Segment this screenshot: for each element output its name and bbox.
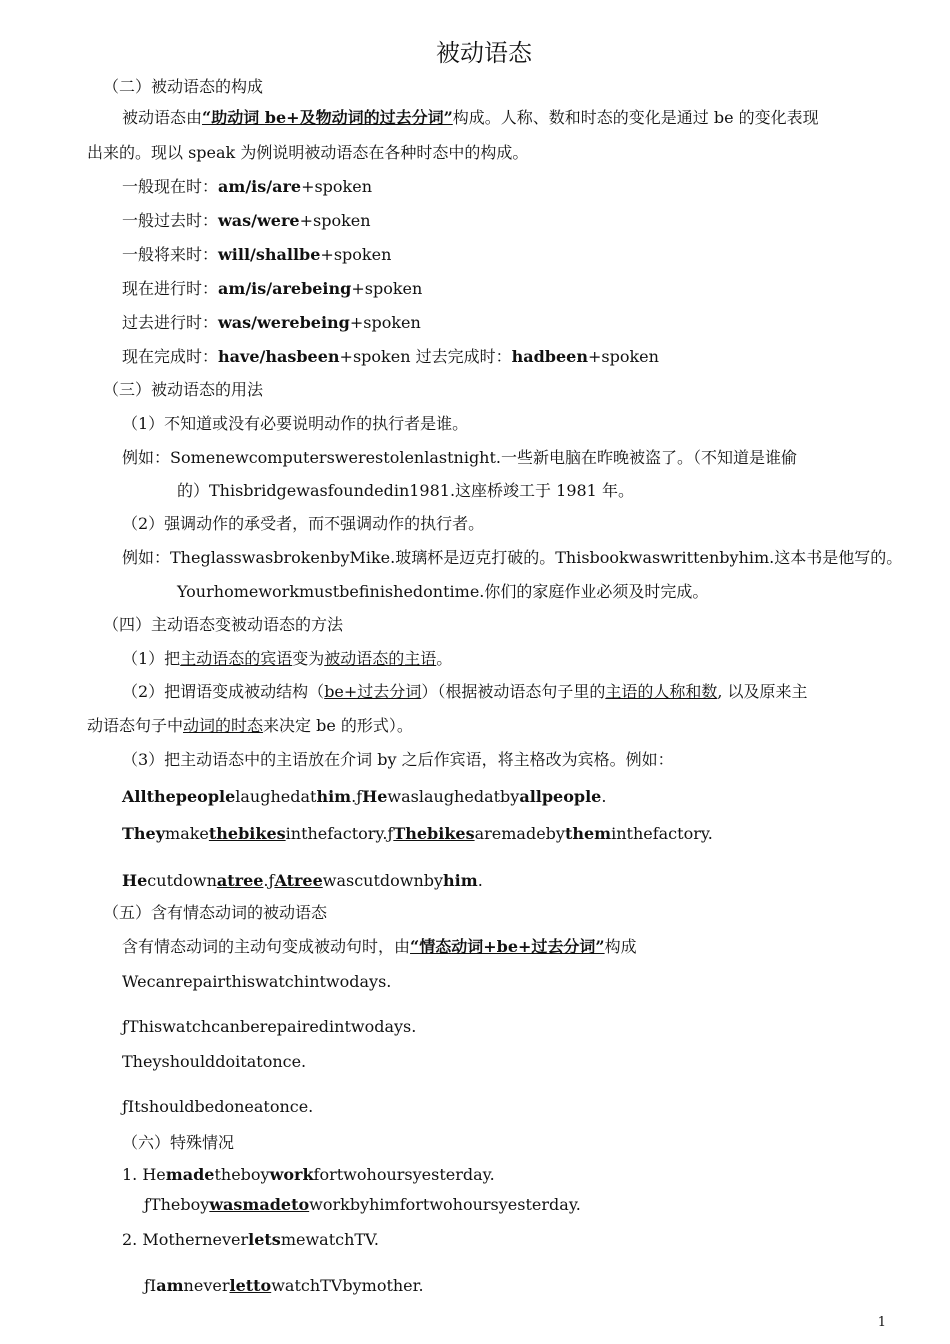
rule-item-continued: 动语态句子中动词的时态来决定 be 的形式）。 (87, 716, 413, 735)
section-heading-4: （四）主动语态变被动语态的方法 (103, 615, 344, 634)
list-item-passive: ƒIamneverlettowatchTVbymother. (144, 1276, 424, 1295)
paragraph-line: 含有情态动词的主动句变成被动句时，由“情态动词+be+过去分词”构成 (122, 937, 637, 956)
conversion-example: Hecutdownatree.ƒAtreewascutdownbyhim. (122, 871, 483, 890)
rule-item: （1）不知道或没有必要说明动作的执行者是谁。 (122, 414, 469, 433)
tense-row: 过去进行时：was/werebeing+spoken (122, 313, 421, 332)
arrow-icon: ƒ (268, 871, 275, 890)
example-line: Yourhomeworkmustbefinishedontime.你们的家庭作业必须及时完成。 (177, 582, 709, 601)
tense-row: 一般将来时：will/shallbe+spoken (122, 245, 392, 264)
paragraph-line: 被动语态由“助动词 be+及物动词的过去分词”构成。人称、数和时态的变化是通过 be 的变化表现 (122, 108, 819, 127)
example-line: 例如：TheglasswasbrokenbyMike.玻璃杯是迈克打破的。Thisbookwaswrittenbyhim.这本书是他写的。 (122, 548, 903, 567)
list-item-passive: ƒTheboywasmadetoworkbyhimfortwohoursyesterday. (144, 1195, 581, 1214)
section-heading-2: （二）被动语态的构成 (103, 77, 264, 96)
rule-item: （2）把谓语变成被动结构（be+过去分词）（根据被动语态句子里的主语的人称和数, 以及原来主 (122, 682, 808, 701)
page-title: 被动语态 (436, 39, 532, 67)
section-heading-6: （六）特殊情况 (122, 1133, 235, 1152)
tense-row: 现在进行时：am/is/arebeing+spoken (122, 279, 423, 298)
page-number: 1 (877, 1315, 886, 1330)
example-line: ƒThiswatchcanberepairedintwodays. (122, 1017, 417, 1036)
arrow-icon: ƒ (387, 824, 394, 843)
example-line: 例如：Somenewcomputerswerestolenlastnight.一些新电脑在昨晚被盗了。（不知道是谁偷 (122, 448, 798, 467)
list-item: 1. Hemadetheboyworkfortwohoursyesterday. (122, 1165, 495, 1184)
conversion-example: Allthepeoplelaughedathim.ƒHewaslaughedatbyallpeople. (122, 787, 607, 806)
example-line: Theyshoulddoitatonce. (122, 1052, 307, 1071)
tense-row: 一般现在时：am/is/are+spoken (122, 177, 373, 196)
rule-item: （3）把主动语态中的主语放在介词 by 之后作宾语，将主格改为宾格。例如： (122, 750, 674, 769)
example-line: ƒItshouldbedoneatonce. (122, 1097, 314, 1116)
paragraph-line: 出来的。现以 speak 为例说明被动语态在各种时态中的构成。 (87, 143, 529, 162)
example-line: 的）Thisbridgewasfoundedin1981.这座桥竣工于 1981 年。 (177, 481, 634, 500)
rule-item: （1）把主动语态的宾语变为被动语态的主语。 (122, 649, 453, 668)
conversion-example: Theymakethebikesinthefactory.ƒThebikesaremadebytheminthefactory. (122, 824, 713, 843)
rule-item: （2）强调动作的承受者，而不强调动作的执行者。 (122, 514, 485, 533)
section-heading-3: （三）被动语态的用法 (103, 380, 264, 399)
list-item: 2. MotherneverletsmewatchTV. (122, 1230, 379, 1249)
tense-row: 现在完成时：have/hasbeen+spoken 过去完成时：hadbeen+spoken (122, 347, 659, 366)
arrow-icon: ƒ (356, 787, 363, 806)
section-heading-5: （五）含有情态动词的被动语态 (103, 903, 328, 922)
tense-row: 一般过去时：was/were+spoken (122, 211, 371, 230)
example-line: Wecanrepairthiswatchintwodays. (122, 972, 392, 991)
